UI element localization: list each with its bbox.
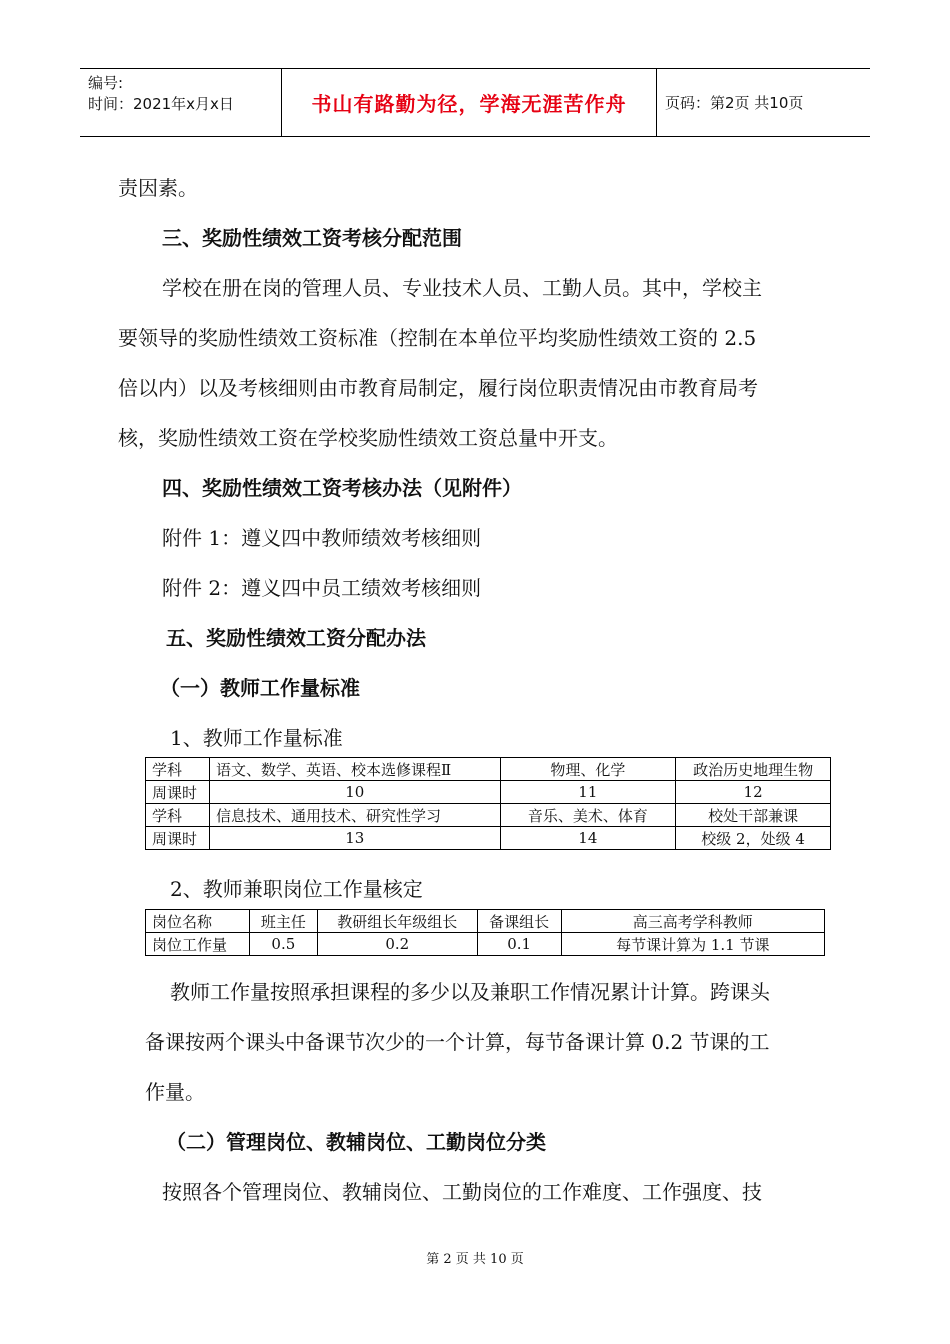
paragraph-text: 倍以内）以及考核细则由市教育局制定，履行岗位职责情况由市教育局考 [118,376,758,400]
paragraph-text: 核，奖励性绩效工资在学校奖励性绩效工资总量中开支。 [118,426,618,450]
paragraph-text: 责因素。 [118,176,198,200]
part-time-post-table [145,909,825,956]
teacher-workload-table [145,757,831,850]
table-cell: 备课组长 [477,910,561,933]
section-heading-5: 五、奖励性绩效工资分配办法 [166,626,426,650]
table-cell: 岗位工作量 [146,933,250,956]
table-cell: 周课时 [146,781,210,804]
subsection-item-2: 2、教师兼职岗位工作量核定 [170,877,423,901]
table-cell: 信息技术、通用技术、研究性学习 [209,804,500,827]
page-footer: 第 2 页 共 10 页 [426,1252,524,1267]
header-page-info: 页码：第2页 共10页 [665,94,804,112]
attachment-1: 附件 1：遵义四中教师绩效考核细则 [162,526,482,550]
header-meta [80,69,282,136]
header-motto: 书山有路勤为径，学海无涯苦作舟 [282,69,657,136]
table-cell: 每节课计算为 1.1 节课 [561,933,824,956]
table-cell: 12 [676,781,831,804]
table-row [146,933,825,956]
table-cell: 10 [209,781,500,804]
paragraph-text: 备课按两个课头中备课节次少的一个计算，每节备课计算 0.2 节课的工 [145,1030,770,1054]
table-cell: 13 [209,827,500,850]
doc-time-label: 时间：2021年x月x日 [88,95,234,113]
doc-number-label: 编号: [88,74,124,92]
table-cell: 政治历史地理生物 [676,758,831,781]
table-cell: 周课时 [146,827,210,850]
subsection-heading-2: （二）管理岗位、教辅岗位、工勤岗位分类 [166,1130,546,1154]
table-cell: 班主任 [249,910,317,933]
table-cell: 14 [500,827,676,850]
table-cell: 0.2 [317,933,477,956]
paragraph-text: 作量。 [145,1080,205,1104]
table-row [146,804,831,827]
table-cell: 语文、数学、英语、校本选修课程Ⅱ [209,758,500,781]
subsection-item-1: 1、教师工作量标准 [170,726,343,750]
table-cell: 音乐、美术、体育 [500,804,676,827]
table-cell: 物理、化学 [500,758,676,781]
paragraph-text: 要领导的奖励性绩效工资标准（控制在本单位平均奖励性绩效工资的 2.5 [118,326,757,350]
paragraph-text: 教师工作量按照承担课程的多少以及兼职工作情况累计计算。跨课头 [170,980,770,1004]
table-row [146,910,825,933]
table-cell: 11 [500,781,676,804]
table-cell: 岗位名称 [146,910,250,933]
table-cell: 0.1 [477,933,561,956]
page-header [80,68,870,137]
table-cell: 学科 [146,758,210,781]
table-cell: 教研组长年级组长 [317,910,477,933]
section-heading-4: 四、奖励性绩效工资考核办法（见附件） [162,476,522,500]
table-cell: 高三高考学科教师 [561,910,824,933]
table-cell: 校级 2，处级 4 [676,827,831,850]
table-row [146,827,831,850]
paragraph-text: 学校在册在岗的管理人员、专业技术人员、工勤人员。其中，学校主 [162,276,762,300]
table-row [146,781,831,804]
paragraph-text: 按照各个管理岗位、教辅岗位、工勤岗位的工作难度、工作强度、技 [162,1180,762,1204]
table-cell: 学科 [146,804,210,827]
section-heading-3: 三、奖励性绩效工资考核分配范围 [162,226,462,250]
table-cell: 校处干部兼课 [676,804,831,827]
attachment-2: 附件 2：遵义四中员工绩效考核细则 [162,576,482,600]
subsection-heading-1: （一）教师工作量标准 [160,676,360,700]
table-cell: 0.5 [249,933,317,956]
table-row [146,758,831,781]
